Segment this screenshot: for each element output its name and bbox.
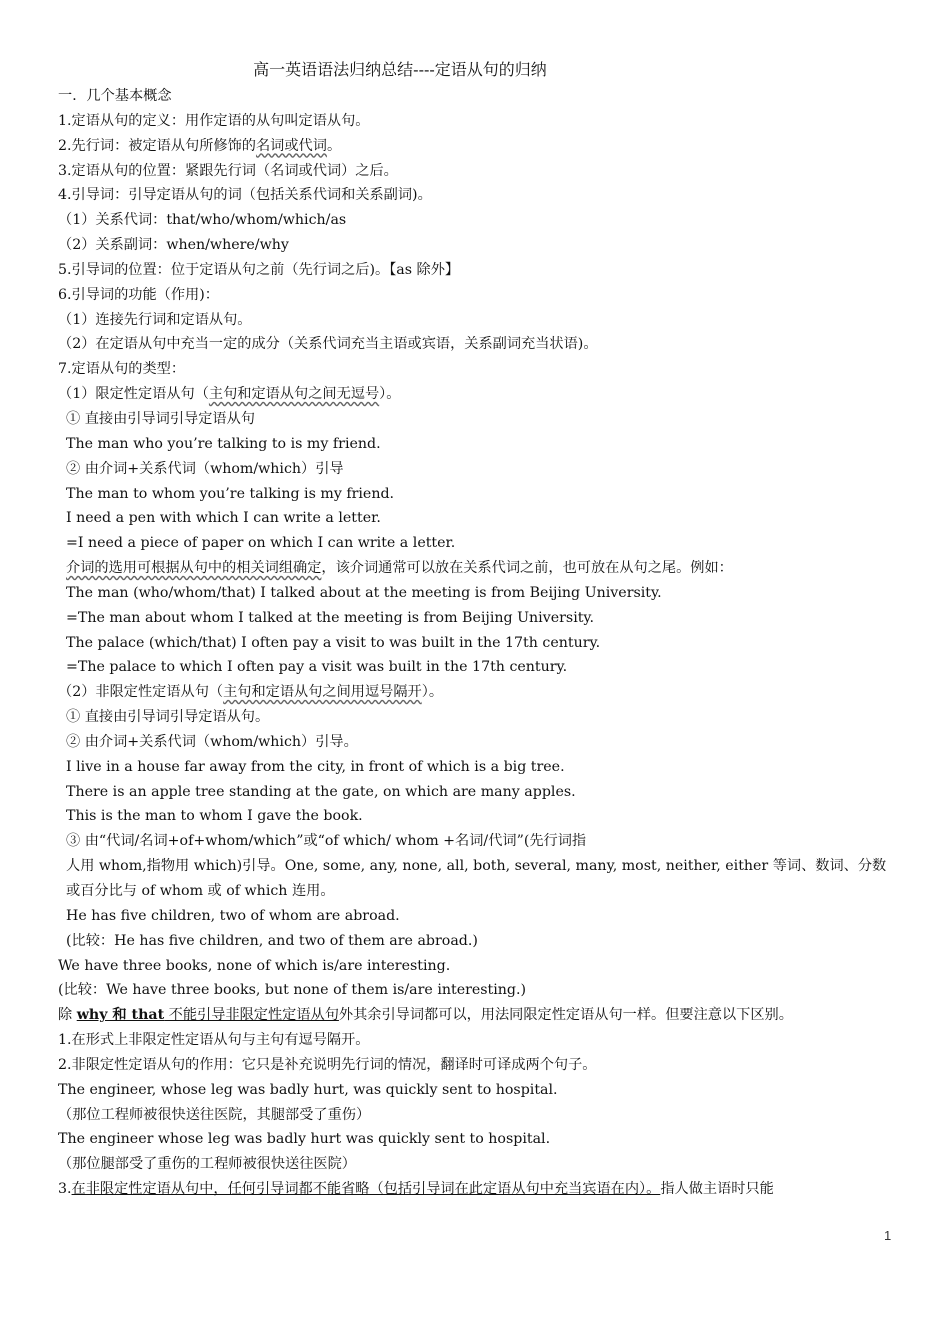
- page-title: 高一英语语法归纳总结----定语从句的归纳: [253, 60, 547, 79]
- text-line: 4.引导词：引导定语从句的词（包括关系代词和关系副词)。: [58, 187, 432, 204]
- underlined-text: 名词或代词: [255, 137, 327, 154]
- text-line: 3.定语从句的位置：紧跟先行词（名词或代词）之后。: [58, 162, 398, 179]
- text-line: 3.在非限定性定语从句中，任何引导词都不能省略（包括引导词在此定语从句中充当宾语在内）。指人做主语时只能: [58, 1181, 774, 1198]
- text-line: 人用 whom,指物用 which)引导。One, some, any, none, all, both, several, many, most, neither, either 等词、数词、分数: [66, 858, 887, 875]
- translation-line: （那位工程师被很快送往医院，其腿部受了重伤）: [58, 1106, 371, 1123]
- text-line: （1）连接先行词和定语从句。: [58, 311, 252, 328]
- text-line: （2）非限定性定语从句（主句和定语从句之间用逗号隔开）。: [58, 684, 444, 701]
- text-line: ② 由介词+关系代词（whom/which）引导。: [66, 733, 358, 750]
- example-sentence: =I need a piece of paper on which I can write a letter.: [66, 535, 456, 552]
- text-line: （2）在定语从句中充当一定的成分（关系代词充当主语或宾语，关系副词充当状语)。: [58, 336, 598, 353]
- example-sentence: He has five children, two of whom are abroad.: [66, 907, 400, 924]
- example-sentence: There is an apple tree standing at the gate, on which are many apples.: [66, 783, 576, 800]
- text-line: （1）关系代词：that/who/whom/which/as: [58, 212, 347, 229]
- example-sentence: I need a pen with which I can write a letter.: [66, 510, 381, 527]
- text-line: 介词的选用可根据从句中的相关词组确定，该介词通常可以放在关系代词之前，也可放在从句之尾。例如：: [66, 560, 733, 577]
- document-body: [58, 84, 898, 1202]
- underlined-text: 介词的选用可根据从句中的相关词组确定: [66, 560, 322, 577]
- text-line: 2.先行词：被定语从句所修饰的名词或代词。: [58, 137, 342, 154]
- example-sentence: The man who you’re talking to is my friend.: [66, 435, 381, 452]
- text-line: 6.引导词的功能（作用)：: [58, 286, 219, 303]
- text-line: 或百分比与 of whom 或 of which 连用。: [66, 883, 335, 899]
- section-heading: 一．几个基本概念: [58, 88, 172, 104]
- underlined-text: 不能引导非限定性定语从句: [164, 1007, 339, 1024]
- example-sentence: We have three books, none of which is/are interesting.: [58, 957, 451, 974]
- text-line: ① 直接由引导词引导定语从句: [66, 410, 255, 427]
- underlined-text: 在非限定性定语从句中，任何引导词都不能省略（包括引导词在此定语从句中充当宾语在内）。: [71, 1181, 661, 1198]
- text-line: 1.在形式上非限定性定语从句与主句有逗号隔开。: [58, 1032, 370, 1049]
- example-sentence: (比较：We have three books, but none of them is/are interesting.): [58, 982, 527, 999]
- example-sentence: =The palace to which I often pay a visit was built in the 17th century.: [66, 659, 568, 676]
- example-sentence: This is the man to whom I gave the book.: [66, 808, 363, 825]
- example-sentence: =The man about whom I talked at the meeting is from Beijing University.: [66, 609, 595, 626]
- text-line: ① 直接由引导词引导定语从句。: [66, 709, 270, 726]
- text-line: 5.引导词的位置：位于定语从句之前（先行词之后)。【as 除外】: [58, 261, 460, 278]
- underlined-text: 主句和定语从句之间无逗号: [208, 386, 380, 403]
- example-sentence: The palace (which/that) I often pay a visit to was built in the 17th century.: [66, 634, 601, 651]
- text-line: 1.定语从句的定义：用作定语的从句叫定语从句。: [58, 112, 370, 129]
- text-line: ③ 由“代词/名词+of+whom/which”或“of which/ whom +名词/代词”(先行词指: [66, 833, 587, 850]
- text-line: （1）限定性定语从句（主句和定语从句之间无逗号）。: [58, 386, 401, 403]
- example-sentence: The engineer, whose leg was badly hurt, was quickly sent to hospital.: [58, 1081, 558, 1098]
- text-line: 除 why 和 that 不能引导非限定性定语从句外其余引导词都可以，用法同限定性定语从句一样。但要注意以下区别。: [58, 1007, 793, 1024]
- text-line: 2.非限定性定语从句的作用：它只是补充说明先行词的情况，翻译时可译成两个句子。: [58, 1056, 597, 1073]
- example-sentence: The man to whom you’re talking is my friend.: [66, 485, 395, 502]
- example-sentence: (比较：He has five children, and two of them are abroad.): [66, 932, 478, 949]
- text-line: （2）关系副词：when/where/why: [58, 237, 289, 254]
- page-number: 1: [884, 1228, 892, 1243]
- underlined-text: 主句和定语从句之间用逗号隔开: [223, 684, 422, 701]
- text-line: ② 由介词+关系代词（whom/which）引导: [66, 460, 344, 477]
- example-sentence: The man (who/whom/that) I talked about at the meeting is from Beijing University.: [66, 584, 662, 601]
- text-line: 7.定语从句的类型：: [58, 361, 186, 378]
- translation-line: （那位腿部受了重伤的工程师被很快送往医院）: [58, 1156, 356, 1173]
- bold-underlined-text: why 和 that: [76, 1007, 165, 1024]
- example-sentence: I live in a house far away from the city, in front of which is a big tree.: [66, 758, 565, 775]
- example-sentence: The engineer whose leg was badly hurt was quickly sent to hospital.: [58, 1131, 551, 1148]
